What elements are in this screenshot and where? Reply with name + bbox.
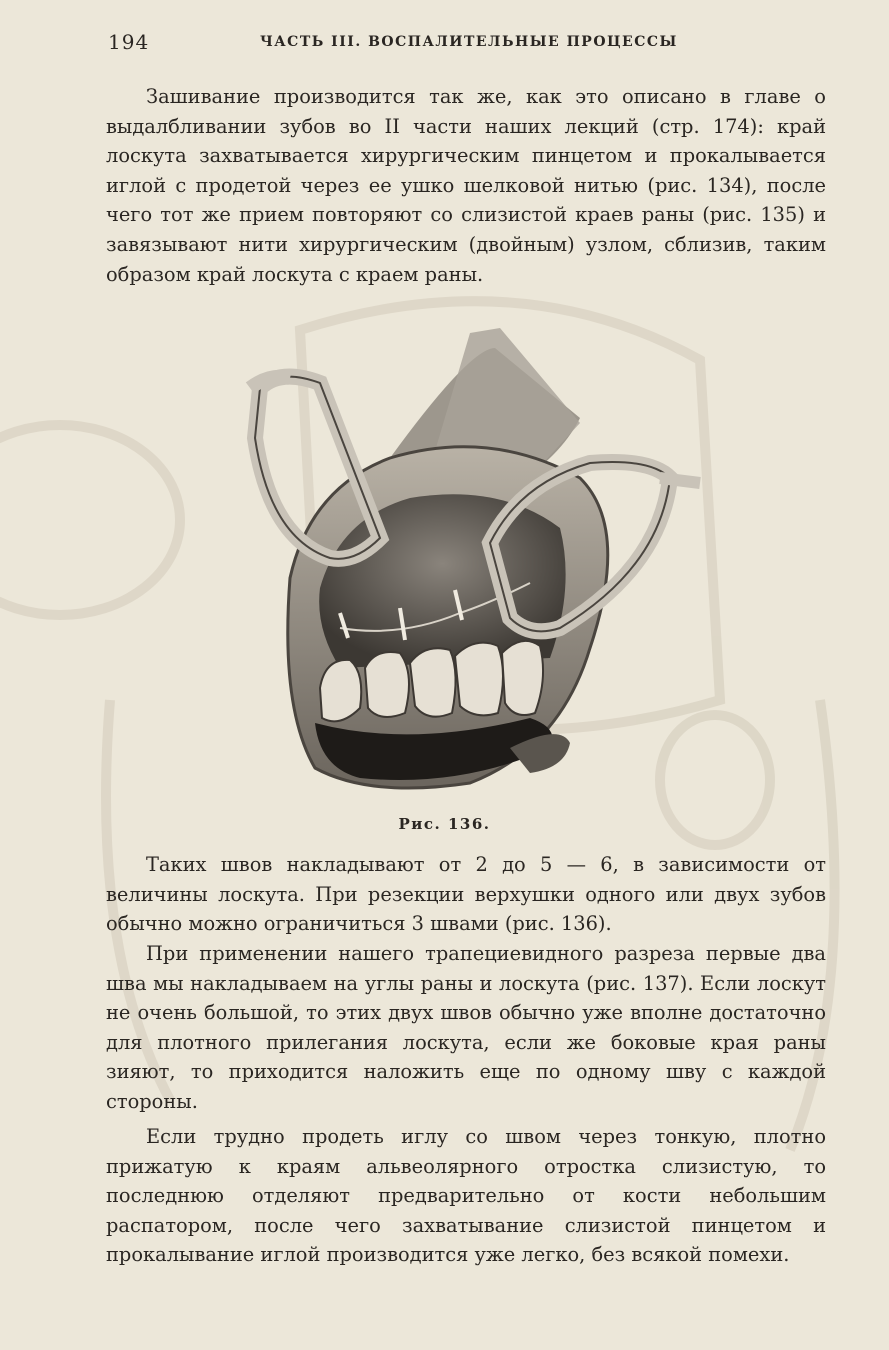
figure-caption: Рис. 136. bbox=[398, 815, 491, 833]
paragraph: Таких швов накладывают от 2 до 5 — 6, в зависимости от величины лоскута. При резекции верхушки одного или двух зубов обычно можно ограничиться 3 швами (рис. 136). bbox=[106, 853, 826, 936]
paragraph: При применении нашего трапециевидного разреза первые два шва мы накладываем на углы раны и лоскута (рис. 137). Если лоскут не очень большой, то этих двух швов обычно уже вполне достаточно для плотного прилегания лоскута, если же боковые края раны зияют, то приходится наложить еще по одному шву с каждой стороны. bbox=[106, 942, 826, 1113]
page-number: 194 bbox=[108, 30, 150, 54]
running-head: ЧАСТЬ III. ВОСПАЛИТЕЛЬНЫЕ ПРОЦЕССЫ bbox=[260, 34, 678, 50]
paragraph: Если трудно продеть иглу со швом через тонкую, плотно прижатую к краям альвеолярного отростка слизистую, то последнюю отделяют предварительно от кости небольшим распатором, после чего захватывание слизистой пинцетом и прокалывание иглой производится уже легко, без всякой помехи. bbox=[106, 1125, 826, 1267]
figure-illustration bbox=[230, 328, 750, 808]
paragraph: Зашивание производится так же, как это описано в главе о выдалбливании зубов во II части наших лекций (стр. 174): край лоскута захватывается хирургическим пинцетом и прокалывается иглой с продетой через ее ушко шелковой нитью (рис. 134), после чего тот же прием повторяют со слизистой краев раны (рис. 135) и завязывают нити хирургическим (двойным) узлом, сблизив, таким образом край лоскута с краем раны. bbox=[106, 85, 826, 286]
jaw-suture-illustration bbox=[230, 328, 750, 808]
page-header bbox=[108, 30, 829, 60]
